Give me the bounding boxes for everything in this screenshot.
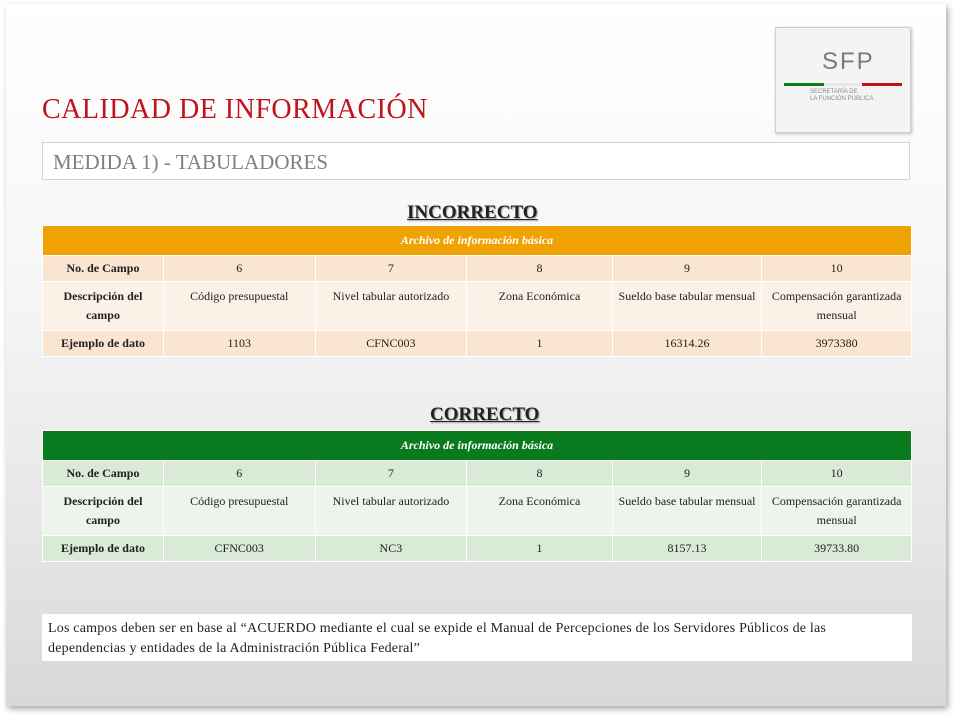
- table-row: Descripción del campo Código presupuestal Nivel tabular autorizado Zona Económica Sueldo base tabular mensual Compensación garantizada mensual: [43, 487, 912, 536]
- logo-stripe: [784, 83, 902, 86]
- incorrect-label: INCORRECTO: [407, 202, 538, 223]
- page-title: CALIDAD DE INFORMACIÓN: [42, 94, 428, 125]
- correct-label: CORRECTO: [430, 404, 540, 425]
- sfp-logo: [775, 27, 911, 133]
- table-row: No. de Campo 6 7 8 9 10: [43, 461, 912, 487]
- table-header: Archivo de información básica: [43, 226, 912, 256]
- logo-acronym: SFP: [822, 48, 875, 75]
- correct-table: [42, 430, 912, 562]
- table-header: Archivo de información básica: [43, 431, 912, 461]
- subtitle: MEDIDA 1) - TABULADORES: [53, 150, 329, 174]
- table-row: Ejemplo de dato CFNC003 NC3 1 8157.13 39733.80: [43, 536, 912, 562]
- subtitle-box: [42, 142, 910, 180]
- table-row: Ejemplo de dato 1103 CFNC003 1 16314.26 3973380: [43, 331, 912, 357]
- logo-subtitle: SECRETARÍA DE LA FUNCIÓN PÚBLICA: [810, 89, 874, 102]
- table-row: Descripción del campo Código presupuestal Nivel tabular autorizado Zona Económica Sueldo base tabular mensual Compensación garantizada mensual: [43, 282, 912, 331]
- table-row: No. de Campo 6 7 8 9 10: [43, 256, 912, 282]
- incorrect-table: [42, 225, 912, 357]
- footnote: Los campos deben ser en base al “ACUERDO mediante el cual se expide el Manual de Percepciones de los Servidores Públicos de las dependencias y entidades de la Administración Pública Federal”: [42, 614, 912, 661]
